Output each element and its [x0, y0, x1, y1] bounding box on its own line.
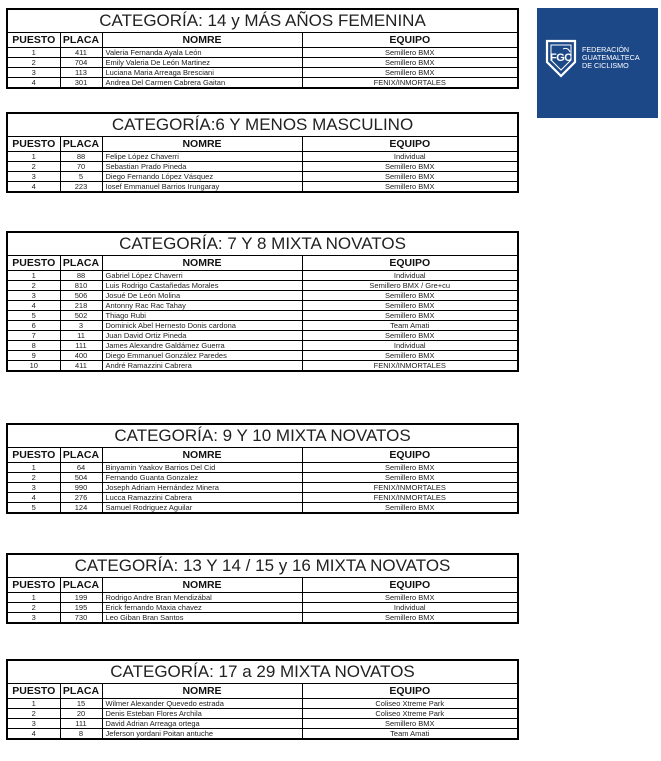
cell-puesto: 5	[7, 311, 60, 321]
col-header-placa: PLACA	[60, 137, 102, 152]
cell-equipo: Semillero BMX	[302, 182, 518, 193]
table-row	[7, 473, 518, 483]
cell-nombre: Rodrigo Andre Bran Mendizábal	[102, 593, 302, 603]
cell-nombre: Thiago Rubi	[102, 311, 302, 321]
cell-nombre: Gabriel López Chaverri	[102, 271, 302, 281]
cell-equipo: Semillero BMX	[302, 162, 518, 172]
table-row	[7, 48, 518, 58]
col-header-equipo: EQUIPO	[302, 256, 518, 271]
cell-equipo: Individual	[302, 341, 518, 351]
cell-placa: 223	[60, 182, 102, 193]
cell-nombre: Diego Emmanuel González Paredes	[102, 351, 302, 361]
header-row	[7, 684, 518, 699]
category-title: CATEGORÍA: 17 a 29 MIXTA NOVATOS	[7, 660, 518, 684]
logo-line-2: GUATEMALTECA	[582, 53, 640, 62]
cell-puesto: 2	[7, 603, 60, 613]
cell-nombre: Fernando Guanta Gonzalez	[102, 473, 302, 483]
category-title: CATEGORÍA: 13 Y 14 / 15 y 16 MIXTA NOVATOS	[7, 554, 518, 578]
cell-equipo: Individual	[302, 271, 518, 281]
cell-nombre: Valeria Fernanda Ayala León	[102, 48, 302, 58]
cell-placa: 411	[60, 361, 102, 372]
col-header-nombre: NOMRE	[102, 448, 302, 463]
table-row	[7, 172, 518, 182]
table-row	[7, 463, 518, 473]
col-header-equipo: EQUIPO	[302, 684, 518, 699]
col-header-nombre: NOMRE	[102, 137, 302, 152]
logo-line-1: FEDERACIÓN	[582, 45, 630, 54]
cell-equipo: Semillero BMX	[302, 172, 518, 182]
cell-equipo: Semillero BMX	[302, 473, 518, 483]
table-row	[7, 493, 518, 503]
col-header-puesto: PUESTO	[7, 448, 60, 463]
col-header-equipo: EQUIPO	[302, 137, 518, 152]
cell-placa: 810	[60, 281, 102, 291]
cell-placa: 504	[60, 473, 102, 483]
cell-placa: 3	[60, 321, 102, 331]
cell-placa: 20	[60, 709, 102, 719]
cell-puesto: 1	[7, 699, 60, 709]
cell-equipo: Team Amati	[302, 729, 518, 740]
table-row	[7, 152, 518, 162]
cell-placa: 990	[60, 483, 102, 493]
col-header-placa: PLACA	[60, 33, 102, 48]
logo-line-3: DE CICLISMO	[582, 61, 629, 70]
cell-equipo: Semillero BMX	[302, 68, 518, 78]
col-header-equipo: EQUIPO	[302, 578, 518, 593]
table-row	[7, 593, 518, 603]
cell-puesto: 9	[7, 351, 60, 361]
cell-placa: 8	[60, 729, 102, 740]
cell-puesto: 4	[7, 182, 60, 193]
cell-placa: 218	[60, 301, 102, 311]
cell-nombre: Josué De León Molina	[102, 291, 302, 301]
col-header-equipo: EQUIPO	[302, 33, 518, 48]
col-header-puesto: PUESTO	[7, 137, 60, 152]
cell-placa: 301	[60, 78, 102, 89]
cell-nombre: André Ramazzini Cabrera	[102, 361, 302, 372]
col-header-placa: PLACA	[60, 448, 102, 463]
cell-placa: 113	[60, 68, 102, 78]
header-row	[7, 33, 518, 48]
table-row	[7, 68, 518, 78]
col-header-equipo: EQUIPO	[302, 448, 518, 463]
cell-nombre: Leo Giban Bran Santos	[102, 613, 302, 624]
col-header-puesto: PUESTO	[7, 578, 60, 593]
category-table	[6, 553, 519, 624]
category-table	[6, 112, 519, 193]
cell-placa: 730	[60, 613, 102, 624]
col-header-nombre: NOMRE	[102, 684, 302, 699]
table-row	[7, 301, 518, 311]
logo-initials: FGC	[550, 52, 572, 64]
cell-placa: 411	[60, 48, 102, 58]
cell-placa: 111	[60, 341, 102, 351]
header-row	[7, 578, 518, 593]
cell-equipo: FENIX/INMORTALES	[302, 78, 518, 89]
table-row	[7, 311, 518, 321]
cell-puesto: 4	[7, 301, 60, 311]
category-table	[6, 8, 519, 89]
table-row	[7, 729, 518, 740]
cell-puesto: 4	[7, 493, 60, 503]
col-header-placa: PLACA	[60, 578, 102, 593]
cell-puesto: 2	[7, 281, 60, 291]
cell-placa: 11	[60, 331, 102, 341]
col-header-placa: PLACA	[60, 256, 102, 271]
cell-nombre: Luis Rodrigo Castañedas Morales	[102, 281, 302, 291]
table-row	[7, 341, 518, 351]
col-header-nombre: NOMRE	[102, 578, 302, 593]
header-row	[7, 256, 518, 271]
col-header-placa: PLACA	[60, 684, 102, 699]
cell-placa: 88	[60, 152, 102, 162]
cell-nombre: Luciana Maria Arreaga Bresciani	[102, 68, 302, 78]
cell-puesto: 7	[7, 331, 60, 341]
table-row	[7, 58, 518, 68]
table-row	[7, 613, 518, 624]
category-title: CATEGORÍA:6 Y MENOS MASCULINO	[7, 113, 518, 137]
cell-placa: 704	[60, 58, 102, 68]
cell-nombre: Jeferson yordani Poitan antuche	[102, 729, 302, 740]
cell-equipo: Semillero BMX	[302, 351, 518, 361]
cell-equipo: FENIX/INMORTALES	[302, 361, 518, 372]
cell-equipo: Semillero BMX	[302, 463, 518, 473]
col-header-nombre: NOMRE	[102, 256, 302, 271]
cell-equipo: Semillero BMX	[302, 613, 518, 624]
cell-puesto: 5	[7, 503, 60, 514]
cell-equipo: Team Amati	[302, 321, 518, 331]
cell-puesto: 1	[7, 593, 60, 603]
cell-puesto: 4	[7, 729, 60, 740]
cell-nombre: Lucca Ramazzini Cabrera	[102, 493, 302, 503]
table-row	[7, 361, 518, 372]
table-row	[7, 503, 518, 514]
category-title: CATEGORÍA: 7 Y 8 MIXTA NOVATOS	[7, 232, 518, 256]
cell-equipo: Semillero BMX	[302, 58, 518, 68]
cell-equipo: Semillero BMX	[302, 331, 518, 341]
cell-puesto: 3	[7, 172, 60, 182]
cell-placa: 64	[60, 463, 102, 473]
cell-nombre: James Alexandre Galdámez Guerra	[102, 341, 302, 351]
cell-puesto: 1	[7, 463, 60, 473]
table-row	[7, 603, 518, 613]
cell-nombre: Felipe López Chaverri	[102, 152, 302, 162]
category-table	[6, 423, 519, 514]
cell-placa: 15	[60, 699, 102, 709]
cell-puesto: 4	[7, 78, 60, 89]
cell-equipo: Semillero BMX	[302, 291, 518, 301]
cell-puesto: 3	[7, 719, 60, 729]
cell-equipo: Semillero BMX	[302, 311, 518, 321]
cell-nombre: Binyamin Yaakov Barrios Del Cid	[102, 463, 302, 473]
table-row	[7, 271, 518, 281]
table-row	[7, 331, 518, 341]
cell-nombre: Erick fernando Maxia chavez	[102, 603, 302, 613]
category-title: CATEGORÍA: 9 Y 10 MIXTA NOVATOS	[7, 424, 518, 448]
cell-equipo: FENIX/INMORTALES	[302, 493, 518, 503]
cell-puesto: 3	[7, 68, 60, 78]
category-title: CATEGORÍA: 14 y MÁS AÑOS FEMENINA	[7, 9, 518, 33]
cell-placa: 276	[60, 493, 102, 503]
col-header-puesto: PUESTO	[7, 33, 60, 48]
cell-equipo: Semillero BMX	[302, 503, 518, 514]
cell-placa: 506	[60, 291, 102, 301]
cell-placa: 5	[60, 172, 102, 182]
cell-placa: 111	[60, 719, 102, 729]
cell-puesto: 2	[7, 473, 60, 483]
header-row	[7, 137, 518, 152]
cell-nombre: Andrea Del Carmen Cabrera Gaitan	[102, 78, 302, 89]
cell-equipo: Semillero BMX	[302, 48, 518, 58]
col-header-nombre: NOMRE	[102, 33, 302, 48]
table-row	[7, 162, 518, 172]
table-row	[7, 291, 518, 301]
cell-puesto: 8	[7, 341, 60, 351]
cell-nombre: Diego Fernando López Vásquez	[102, 172, 302, 182]
cell-equipo: Semillero BMX	[302, 719, 518, 729]
cell-puesto: 2	[7, 162, 60, 172]
cell-equipo: Individual	[302, 152, 518, 162]
table-row	[7, 351, 518, 361]
cell-placa: 199	[60, 593, 102, 603]
col-header-puesto: PUESTO	[7, 256, 60, 271]
table-row	[7, 719, 518, 729]
table-row	[7, 321, 518, 331]
cell-equipo: Coliseo Xtreme Park	[302, 709, 518, 719]
table-row	[7, 182, 518, 193]
table-row	[7, 483, 518, 493]
cell-placa: 502	[60, 311, 102, 321]
logo-org-name	[582, 46, 640, 70]
category-table	[6, 231, 519, 372]
cell-placa: 195	[60, 603, 102, 613]
cell-puesto: 3	[7, 483, 60, 493]
cell-placa: 124	[60, 503, 102, 514]
cell-puesto: 10	[7, 361, 60, 372]
cell-equipo: Coliseo Xtreme Park	[302, 699, 518, 709]
table-row	[7, 699, 518, 709]
cell-puesto: 1	[7, 48, 60, 58]
col-header-puesto: PUESTO	[7, 684, 60, 699]
table-row	[7, 281, 518, 291]
fgc-logo	[537, 8, 658, 118]
category-table	[6, 659, 519, 740]
cell-equipo: FENIX/INMORTALES	[302, 483, 518, 493]
cell-nombre: Iosef Emmanuel Barrios Irungaray	[102, 182, 302, 193]
cell-nombre: Juan David Ortiz Pineda	[102, 331, 302, 341]
cell-nombre: Antonny Rac Rac Tahay	[102, 301, 302, 311]
cell-puesto: 1	[7, 271, 60, 281]
cell-placa: 88	[60, 271, 102, 281]
cell-equipo: Semillero BMX / Gre+cu	[302, 281, 518, 291]
cell-placa: 70	[60, 162, 102, 172]
cell-puesto: 2	[7, 58, 60, 68]
cell-nombre: Sebastian Prado Pineda	[102, 162, 302, 172]
cell-nombre: Emily Valeria De León Martinez	[102, 58, 302, 68]
table-row	[7, 709, 518, 719]
cell-nombre: Samuel Rodriguez Aguilar	[102, 503, 302, 514]
cell-puesto: 1	[7, 152, 60, 162]
cell-puesto: 3	[7, 613, 60, 624]
cell-puesto: 3	[7, 291, 60, 301]
cell-equipo: Semillero BMX	[302, 593, 518, 603]
table-row	[7, 78, 518, 89]
cell-placa: 400	[60, 351, 102, 361]
cell-nombre: Joseph Adriam Hernández Minera	[102, 483, 302, 493]
cell-puesto: 2	[7, 709, 60, 719]
cell-equipo: Individual	[302, 603, 518, 613]
cell-equipo: Semillero BMX	[302, 301, 518, 311]
header-row	[7, 448, 518, 463]
cell-nombre: Wilmer Alexander Quevedo estrada	[102, 699, 302, 709]
cell-nombre: David Adrian Arreaga ortega	[102, 719, 302, 729]
cell-puesto: 6	[7, 321, 60, 331]
cell-nombre: Denis Esteban Flores Archila	[102, 709, 302, 719]
cell-nombre: Dominick Abel Hernesto Donis cardona	[102, 321, 302, 331]
